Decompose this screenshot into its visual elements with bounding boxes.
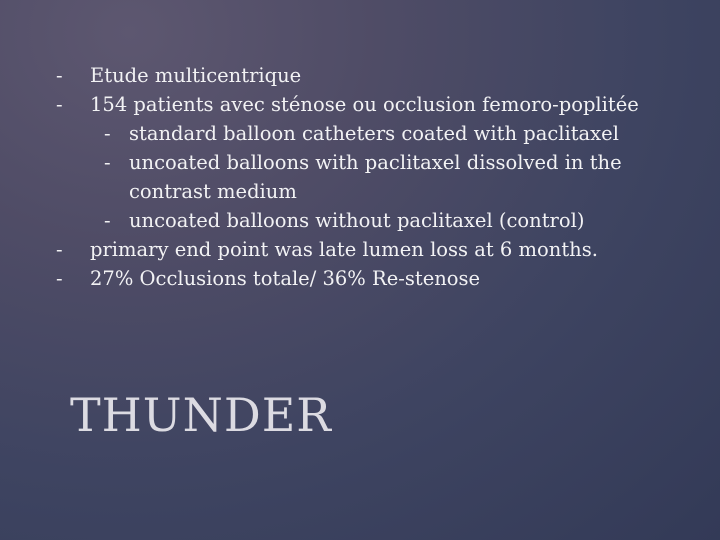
bullet-text: standard balloon catheters coated with paclitaxel	[129, 122, 619, 145]
sub-bullet-item	[56, 119, 676, 148]
bullet-item	[56, 61, 676, 90]
bullet-text: Etude multicentrique	[90, 64, 302, 87]
bullet-marker: -	[56, 238, 63, 261]
bullet-item	[56, 90, 676, 119]
bullet-text: uncoated balloons with paclitaxel dissolved in the contrast medium	[129, 151, 622, 203]
slide-title: THUNDER	[70, 388, 332, 442]
bullet-marker: -	[104, 209, 111, 232]
bullet-marker: -	[56, 267, 63, 290]
bullet-marker: -	[104, 151, 111, 174]
bullet-marker: -	[56, 64, 63, 87]
bullet-list	[56, 61, 676, 293]
bullet-item	[56, 264, 676, 293]
bullet-item	[56, 235, 676, 264]
bullet-marker: -	[56, 93, 63, 116]
bullet-text: primary end point was late lumen loss at 6 months.	[90, 238, 598, 261]
bullet-marker: -	[104, 122, 111, 145]
bullet-text: 154 patients avec sténose ou occlusion femoro-poplitée	[90, 93, 639, 116]
sub-bullet-item	[56, 148, 676, 206]
sub-bullet-item	[56, 206, 676, 235]
bullet-text: 27% Occlusions totale/ 36% Re-stenose	[90, 267, 481, 290]
bullet-text: uncoated balloons without paclitaxel (control)	[129, 209, 585, 232]
